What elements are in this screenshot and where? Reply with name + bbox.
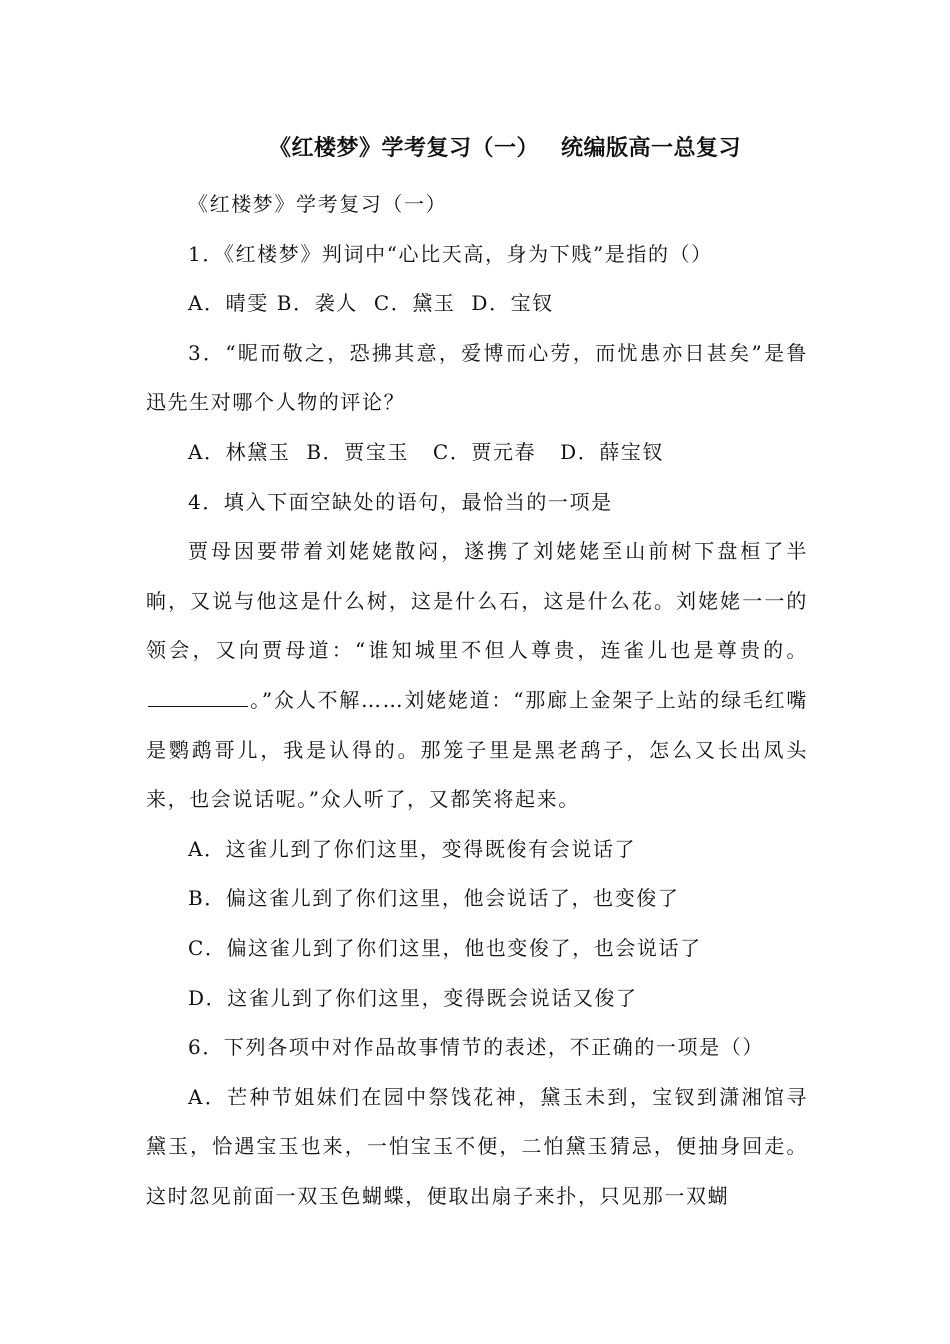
question-3-options: A．林黛玉 B．贾宝玉 C．贾元春 D．薛宝钗: [188, 439, 665, 464]
question-1-options: A．晴雯 B．袭人 C．黛玉 D．宝钗: [188, 291, 554, 316]
question-1-stem: 1．《红楼梦》判词中“心比天高，身为下贱”是指的（）: [188, 241, 713, 266]
passage-before-blank: 贾母因要带着刘姥姥散闷，遂携了刘姥姥至山前树下盘桓了半晌，又说与他这是什么树，这是什么石，这是什么花。刘姥姥一一的领会，又向贾母道：“谁知城里不但人尊贵，连雀儿也是尊贵的。: [146, 539, 808, 663]
section-heading: 《红楼梦》学考复习（一）: [188, 192, 448, 216]
question-4-stem: 4．填入下面空缺处的语句，最恰当的一项是: [188, 489, 613, 514]
question-6-stem: 6．下列各项中对作品故事情节的表述，不正确的一项是（）: [188, 1035, 764, 1060]
passage-after-blank: 。”众人不解……刘姥姥道：“那廊上金架子上站的绿毛红嘴是鹦鹉哥儿，我是认得的。那笼子里是黑老鸹子，怎么又长出凤头来，也会说话呢。”众人听了，又都笑将起来。: [146, 687, 808, 812]
question-4-option-b: B．偏这雀儿到了你们这里，他会说话了，也变俊了: [188, 886, 680, 911]
question-6-option-a: A．芒种节姐妹们在园中祭饯花神，黛玉未到，宝钗到潇湘馆寻黛玉，恰遇宝玉也来，一怕宝玉不便，二怕黛玉猜忌，便抽身回走。这时忽见前面一双玉色蝴蝶，便取出扇子来扑，只见那一双蝴: [146, 1084, 808, 1208]
question-4-option-c: C．偏这雀儿到了你们这里，他也变俊了，也会说话了: [188, 935, 702, 960]
title-series: 统编版高一总复习: [561, 136, 742, 161]
question-4-option-a: A．这雀儿到了你们这里，变得既俊有会说话了: [188, 836, 637, 861]
question-4-passage: [146, 527, 808, 825]
question-4-option-d: D．这雀儿到了你们这里，变得既会说话又俊了: [188, 985, 638, 1010]
document-body: [146, 180, 808, 1221]
answer-blank: [148, 684, 248, 707]
page-title: [0, 134, 950, 164]
question-3-stem: 3．“昵而敬之，恐拂其意，爱博而心劳，而忧患亦日甚矣”是鲁迅先生对哪个人物的评论？: [146, 340, 808, 415]
title-main: 《红楼梦》学考复习（一）: [268, 136, 539, 161]
